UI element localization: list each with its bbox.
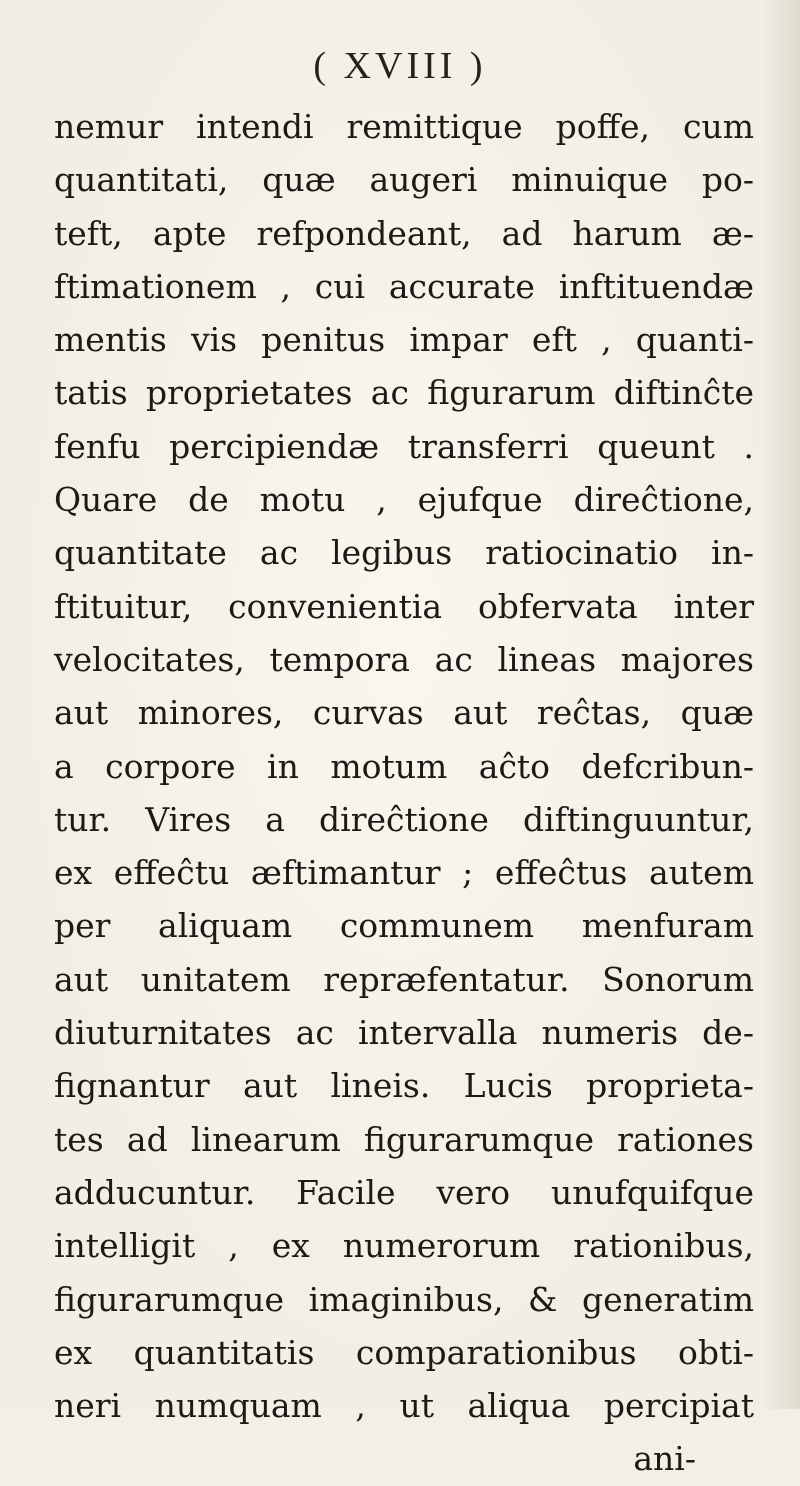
text-line: teft, apte refpondeant, ad harum æ- (54, 213, 754, 253)
text-line: tatis proprietates ac figurarum diftinĉte (54, 373, 754, 413)
text-line: diuturnitates ac intervalla numeris de- (54, 1013, 754, 1053)
page-number: ( XVIII ) (313, 45, 487, 87)
text-line: tes ad linearum figurarumque rationes (54, 1119, 754, 1159)
catchword: ani- (633, 1439, 696, 1479)
text-line: aut unitatem repræfentatur. Sonorum (54, 959, 754, 999)
text-line: ftimationem , cui accurate inftituendæ (54, 266, 754, 306)
text-line: ftituitur, convenientia obfervata inter (54, 586, 754, 626)
text-line: intelligit , ex numerorum rationibus, (54, 1226, 754, 1266)
page-edge-shadow (760, 0, 800, 1409)
text-line: aut minores, curvas aut reĉtas, quæ (54, 693, 754, 733)
text-line: mentis vis penitus impar eft , quanti- (54, 320, 754, 360)
text-line: adducuntur. Facile vero unufquifque (54, 1172, 754, 1212)
text-line: ex quantitatis comparationibus obti- (54, 1332, 754, 1372)
text-line: Quare de motu , ejufque direĉtione, (54, 480, 754, 520)
text-line: neri numquam , ut aliqua percipiat (54, 1386, 754, 1426)
text-line: fenfu percipiendæ transferri queunt . (54, 426, 754, 466)
text-line: a corpore in motum aĉto defcribun- (54, 746, 754, 786)
body-text (54, 100, 754, 1486)
text-line: tur. Vires a direĉtione diftinguuntur, (54, 799, 754, 839)
text-line: per aliquam communem menfuram (54, 906, 754, 946)
text-line: figurarumque imaginibus, & generatim (54, 1279, 754, 1319)
text-line: nemur intendi remittique poffe, cum (54, 107, 754, 146)
text-line: fignantur aut lineis. Lucis proprieta- (54, 1066, 754, 1106)
text-line: velocitates, tempora ac lineas majores (54, 639, 754, 679)
text-line: ex effeĉtu æftimantur ; effeĉtus autem (54, 853, 754, 893)
text-line: quantitati, quæ augeri minuique po- (54, 160, 754, 200)
text-line: quantitate ac legibus ratiocinatio in- (54, 533, 754, 573)
